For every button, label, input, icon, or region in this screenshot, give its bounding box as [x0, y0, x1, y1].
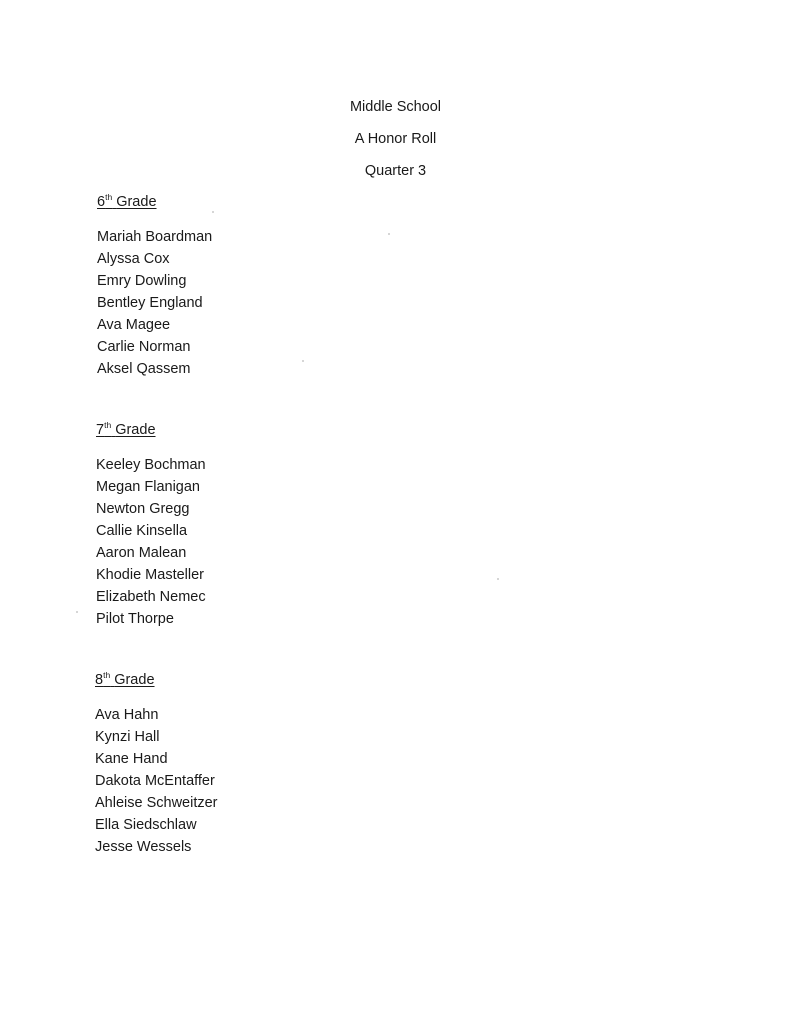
scan-speck: [497, 578, 499, 580]
grade-ordinal-suffix: th: [104, 420, 112, 430]
quarter-label: Quarter 3: [364, 163, 427, 179]
student-list: [95, 704, 395, 858]
student-name: Pilot Thorpe: [96, 611, 174, 627]
student-name: Mariah Boardman: [97, 229, 213, 245]
student-name: Kane Hand: [95, 751, 168, 767]
student-name: Kynzi Hall: [95, 729, 160, 745]
student-name: Ava Hahn: [95, 707, 159, 723]
student-name: Ahleise Schweitzer: [95, 795, 218, 811]
grade-heading: [97, 193, 397, 211]
school-name: Middle School: [349, 99, 442, 115]
scan-speck: [212, 211, 214, 213]
grade-label: Grade: [114, 672, 155, 688]
grade-number: 6: [97, 194, 106, 210]
student-list: [97, 226, 397, 380]
document-title: A Honor Roll: [354, 131, 437, 147]
scan-speck: [302, 360, 304, 362]
student-name: Emry Dowling: [97, 273, 187, 289]
grade-heading: [96, 421, 396, 439]
grade-ordinal-suffix: th: [105, 192, 113, 202]
student-name: Carlie Norman: [97, 339, 191, 355]
student-name: Dakota McEntaffer: [95, 773, 215, 789]
student-name: Aaron Malean: [96, 545, 187, 561]
student-name: Ava Magee: [97, 317, 171, 333]
student-name: Keeley Bochman: [96, 457, 206, 473]
student-name: Megan Flanigan: [96, 479, 200, 495]
scan-speck: [76, 611, 78, 613]
grade-section-8: [95, 671, 395, 858]
student-name: Khodie Masteller: [96, 567, 204, 583]
grade-section-7: [96, 421, 396, 630]
student-list: [96, 454, 396, 630]
scan-speck: [388, 233, 390, 235]
student-name: Bentley England: [97, 295, 203, 311]
student-name: Ella Siedschlaw: [95, 817, 197, 833]
student-name: Aksel Qassem: [97, 361, 191, 377]
student-name: Callie Kinsella: [96, 523, 188, 539]
student-name: Elizabeth Nemec: [96, 589, 206, 605]
grade-label: Grade: [116, 194, 157, 210]
grade-ordinal-suffix: th: [103, 670, 111, 680]
student-name: Jesse Wessels: [95, 839, 192, 855]
grade-label: Grade: [115, 422, 156, 438]
student-name: Newton Gregg: [96, 501, 190, 517]
grade-number: 7: [96, 422, 105, 438]
grade-number: 8: [95, 672, 104, 688]
grade-section-6: [97, 193, 397, 380]
grade-heading: [95, 671, 395, 689]
student-name: Alyssa Cox: [97, 251, 170, 267]
